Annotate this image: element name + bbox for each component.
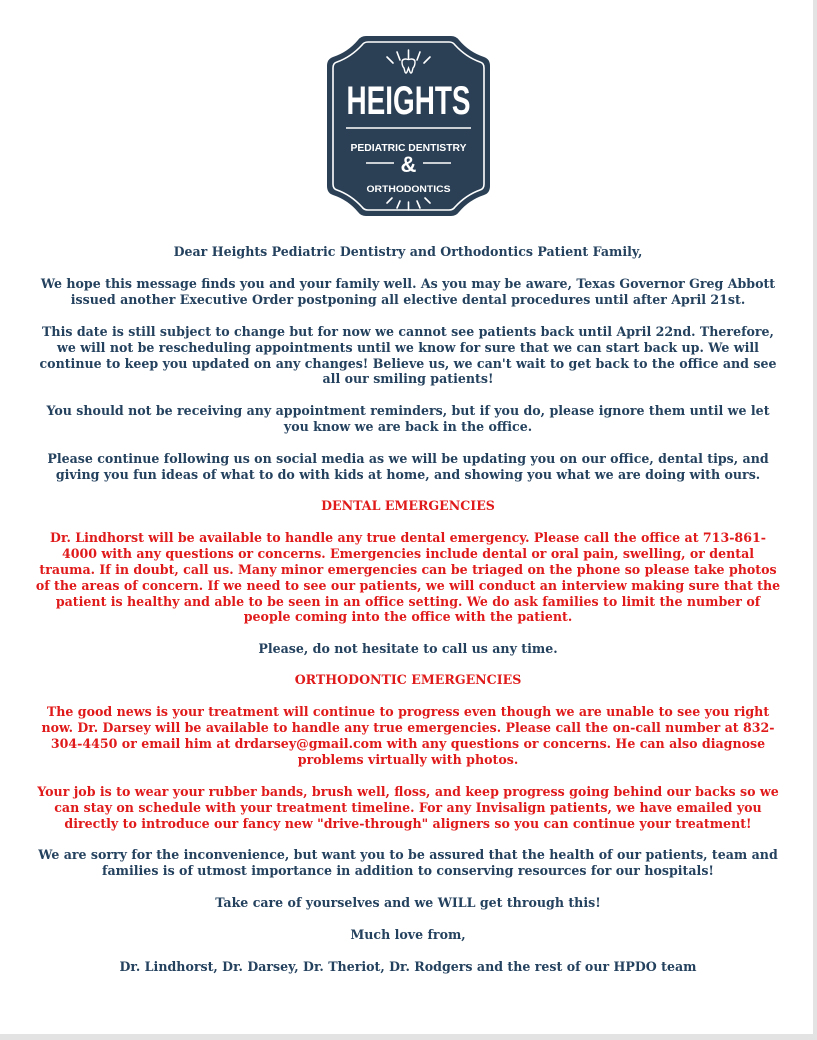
orthodontic-emergencies-heading: ORTHODONTIC EMERGENCIES (294, 672, 522, 688)
greeting: Dear Heights Pediatric Dentistry and Orthodontics Patient Family, (173, 244, 643, 259)
orthodontic-patient-instructions: Your job is to wear your rubber bands, brush well, floss, and keep progress going behind our backs so we can stay on schedule with your treatment timeline. For any Invisalign patients, we have emailed you directly to introduce our fancy new "drive-through" aligners so you can continue your treatment! (37, 783, 779, 831)
letter-body (34, 244, 782, 991)
closing: Much love from, (350, 927, 466, 943)
heights-logo (326, 30, 491, 222)
page-edge-bottom (0, 1034, 817, 1040)
logo-name: HEIGHTS (346, 79, 471, 123)
page-edge-right (813, 0, 817, 1040)
logo-line1: PEDIATRIC DENTISTRY (350, 143, 467, 154)
paragraph-take-care: Take care of yourselves and we WILL get through this! (215, 895, 601, 911)
paragraph-appointment-reminders: You should not be receiving any appointment reminders, but if you do, please ignore them until we let you know we are back in the office. (46, 403, 770, 435)
paragraph-apology: We are sorry for the inconvenience, but want you to be assured that the health of our patients, team and families is of utmost importance in addition to conserving resources for our hospitals! (38, 847, 778, 879)
dental-emergencies-body: Dr. Lindhorst will be available to handle any true dental emergency. Please call the office at 713-861-4000 with any questions or concerns. Emergencies include dental or oral pain, swelling, or dental trauma. If in doubt, call us. Many minor emergencies can be triaged on the phone so please take photos of the areas of concern. If we need to see our patients, we will conduct an interview making sure that the patient is healthy and able to be seen in an office setting. We do ask families to limit the number of people coming into the office with the patient. (35, 529, 781, 625)
paragraph-call-us: Please, do not hesitate to call us any time. (258, 641, 558, 657)
paragraph-reopening-date: This date is still subject to change but for now we cannot see patients back until April 22nd. Therefore, we will not be rescheduling appointments until we know for sure that we can start back up. We will continue to keep you updated on any changes! Believe us, we can't wait to get back to the office and see all our smiling patients! (39, 323, 777, 387)
dental-emergencies-heading: DENTAL EMERGENCIES (321, 497, 495, 513)
logo-ampersand: & (400, 152, 417, 177)
logo-line2: ORTHODONTICS (366, 184, 451, 195)
orthodontic-emergencies-body: The good news is your treatment will continue to progress even though we are unable to see you right now. Dr. Darsey will be available to handle any true emergencies. Please call the on-call number at 832-304-4450 or email him at drdarsey@gmail.com with any questions or concerns. He can also diagnose problems virtually with photos. (41, 704, 775, 767)
paragraph-social-media: Please continue following us on social media as we will be updating you on our office, dental tips, and giving you fun ideas of what to do with kids at home, and showing you what we are doing with ours. (47, 451, 769, 483)
paragraph-elective-procedures: We hope this message finds you and your family well. As you may be aware, Texas Governor Greg Abbott issued another Executive Order postponing all elective dental procedures until after April 21st. (40, 275, 776, 307)
signature: Dr. Lindhorst, Dr. Darsey, Dr. Theriot, Dr. Rodgers and the rest of our HPDO team (119, 959, 697, 975)
